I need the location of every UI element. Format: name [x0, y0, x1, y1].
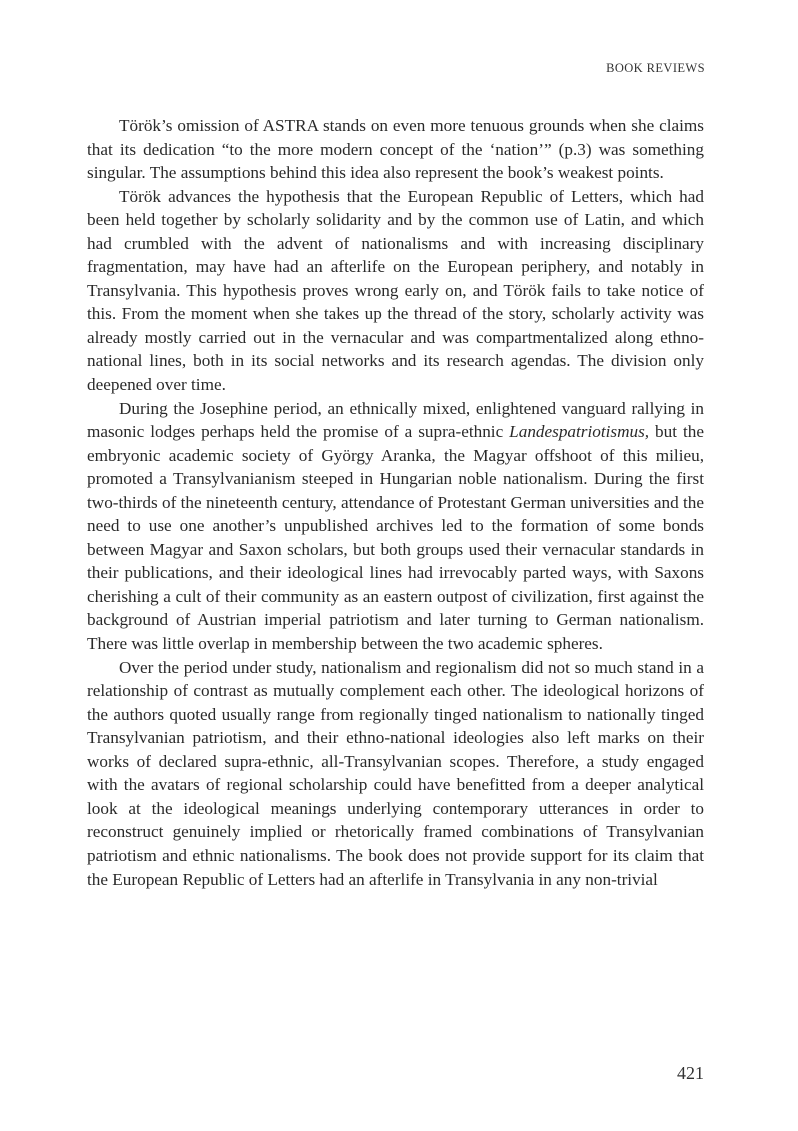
italic-term: Landespatriotismus, [509, 422, 650, 442]
paragraph-2: Török advances the hypothesis that the European Republic of Letters, which had been held together by scholarly solidarity and by the common use of Latin, and which had crumbled with the advent of nationalisms and with increasing disciplinary fragmentation, may have had an afterlife on the European periphery, and notably in Transylvania. This hypothesis proves wrong early on, and Török fails to take notice of this. From the moment when she takes up the thread of the story, scholarly activity was already mostly carried out in the vernacular and was compartmentalized along ethno-national lines, both in its social networks and its research agendas. The division only deepened over time. [87, 186, 704, 395]
page-number: 421 [677, 1063, 704, 1083]
paragraph-3-text-after: but the embryonic academic society of György Aranka, the Magyar offshoot of this milieu, promoted a Transylvanianism steeped in Hungarian noble nationalism. During the first two-thirds of the nineteenth century, attendance of Protestant German universities and the need to use one another’s unpublished archives led to the formation of some bonds between Magyar and Saxon scholars, but both groups used their vernacular standards in their publications, and their ideological lines had irrevocably parted ways, with Saxons cherishing a cult of their community as an eastern outpost of civilization, first against the background of Austrian imperial patriotism and later turning to German nationalism. There was little overlap in membership between the two academic spheres. [87, 422, 704, 654]
running-head: BOOK REVIEWS [606, 61, 705, 75]
paragraph-1: Török’s omission of ASTRA stands on even more tenuous grounds when she claims that its dedication “to the more modern concept of the ‘nation’” (p.3) was something singular. The assumptions behind this idea also represent the book’s weakest points. [87, 116, 704, 183]
paragraph-3 [87, 397, 704, 656]
paragraph-3-text-before: During the Josephine period, an ethnically mixed, enlightened vanguard rallying in masonic lodges perhaps held the promise of a supra-ethnic [87, 398, 704, 442]
body-text [87, 114, 704, 891]
paragraph-4: Over the period under study, nationalism and regionalism did not so much stand in a relationship of contrast as mutually complement each other. The ideological horizons of the authors quoted usually range from regionally tinged nationalism to nationally tinged Transylvanian patriotism, and their ethno-national ideologies also left marks on their works of declared supra-ethnic, all-Transylvanian scopes. Therefore, a study engaged with the avatars of regional scholarship could have benefitted from a deeper analytical look at the ideological meanings underlying contemporary utterances in order to reconstruct genuinely implied or rhetorically framed combinations of Transylvanian patriotism and ethnic nationalisms. The book does not provide support for its claim that the European Republic of Letters had an afterlife in Transylvania in any non-trivial [87, 657, 704, 889]
